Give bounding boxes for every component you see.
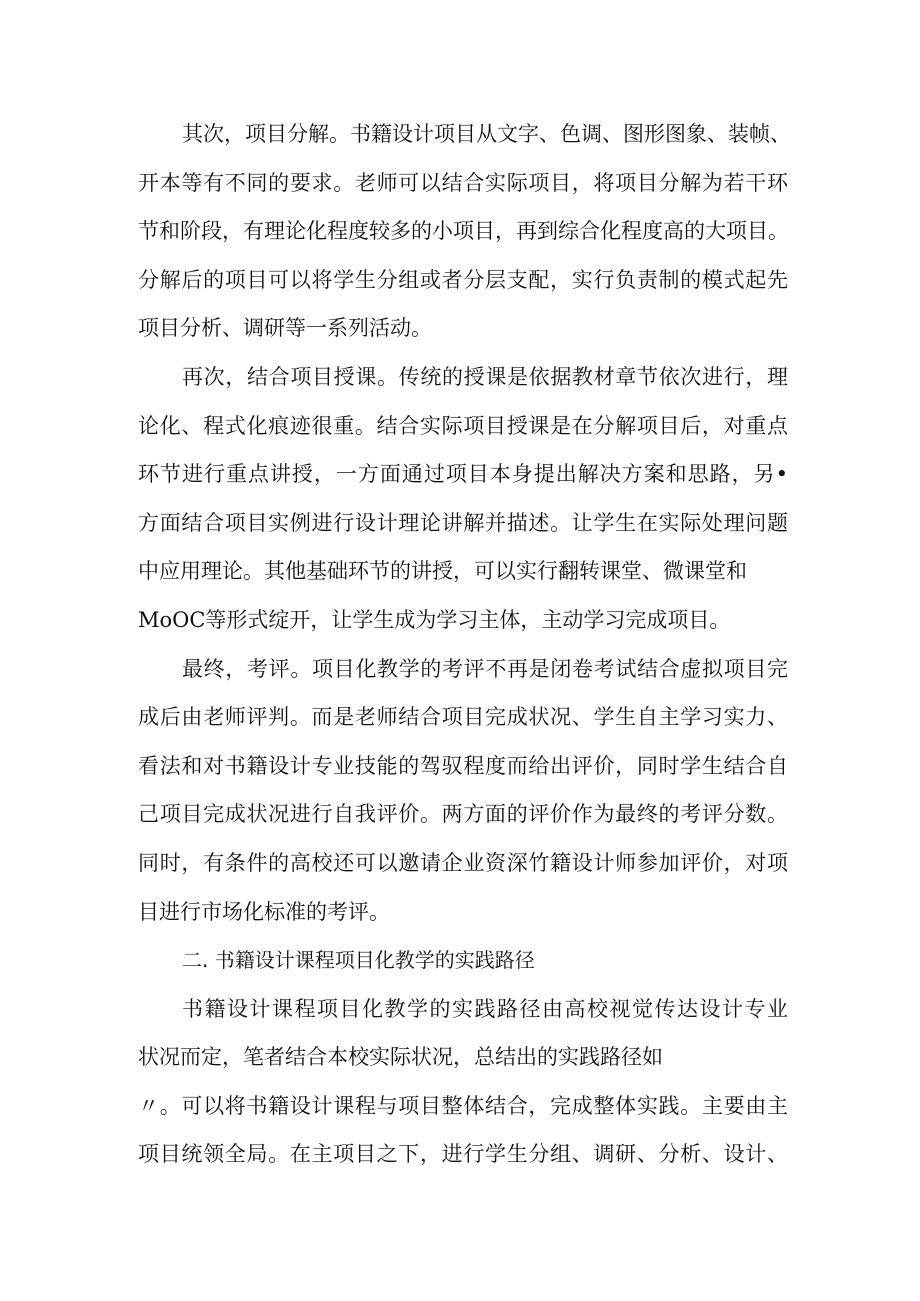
paragraph-line: 开本等有不同的要求。老师可以结合实际项目，将项目分解为若干环 <box>138 170 788 195</box>
paragraph-line: 书籍设计课程项目化教学的实践路径由高校视觉传达设计专业 <box>182 996 788 1021</box>
paragraph-line: 中应用理论。其他基础环节的讲授，可以实行翻转课堂、微课堂和 <box>138 559 747 584</box>
paragraph-line: 分解后的项目可以将学生分组或者分层支配，实行负责制的模式起先 <box>138 267 788 292</box>
paragraph-line: 看法和对书籍设计专业技能的驾驭程度而给出评价，同时学生结合自 <box>138 753 788 778</box>
paragraph-line: 最终，考评。项目化教学的考评不再是闭卷考试结合虚拟项目完 <box>182 656 788 681</box>
paragraph-line: 成后由老师评判。而是老师结合项目完成状况、学生自主学习实力、 <box>138 705 788 730</box>
paragraph-line: 其次，项目分解。书籍设计项目从文字、色调、图形图象、装帧、 <box>182 122 791 146</box>
paragraph-line: 节和阶段，有理论化程度较多的小项目，再到综合化程度高的大项目。 <box>138 219 789 244</box>
paragraph-line: 状况而定，笔者结合本校实际状况，总结出的实践路径如 <box>138 1045 663 1070</box>
paragraph-line: 环节进行重点讲授，一方面通过项目本身提出解决方案和思路，另• <box>138 462 788 487</box>
paragraph-line: 项目统领全局。在主项目之下，进行学生分组、调研、分析、设计、 <box>138 1142 788 1167</box>
paragraph-line: 目进行市场化标准的考评。 <box>138 899 390 924</box>
paragraph-line: 再次，结合项目授课。传统的授课是依据教材章节依次进行，理 <box>182 364 788 389</box>
paragraph-line: 项目分析、调研等一系列活动。 <box>138 316 432 341</box>
paragraph-line: MoOC等形式绽开，让学生成为学习主体，主动学习完成项目。 <box>138 607 731 632</box>
paragraph-line: 己项目完成状况进行自我评价。两方面的评价作为最终的考评分数。 <box>138 802 788 827</box>
paragraph-line: 方面结合项目实例进行设计理论讲解并描述。让学生在实际处理问题 <box>138 510 788 535</box>
section-heading: 二. 书籍设计课程项目化教学的实践路径 <box>182 948 535 973</box>
paragraph-line: 同时，有条件的高校还可以邀请企业资深竹籍设计师参加评价，对项 <box>138 850 788 875</box>
document-body <box>138 110 791 1179</box>
paragraph-line: 〃。可以将书籍设计课程与项目整体结合，完成整体实践。主要由主 <box>138 1093 788 1118</box>
paragraph-line: 论化、程式化痕迹很重。结合实际项目授课是在分解项目后，对重点 <box>138 413 788 438</box>
